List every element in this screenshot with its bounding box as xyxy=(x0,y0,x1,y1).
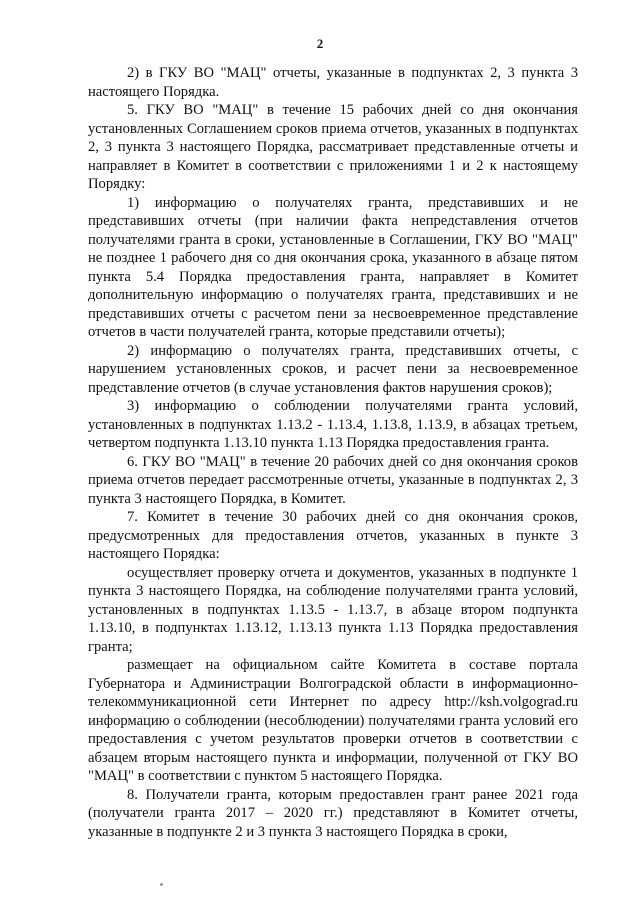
paragraph-clause-5: 5. ГКУ ВО "МАЦ" в течение 15 рабочих дней со дня окончания установленных Соглашением сроков приема отчетов, указанных в подпунктах 2, 3 пункта 3 настоящего Порядка, рассматривает представленные отчеты и направляет в Комитет в соответствии с приложениями 1 и 2 к настоящему Порядку: xyxy=(88,102,578,192)
paragraph-subitem-2: 2) информацию о получателях гранта, представивших отчеты, с нарушением установленных сроков, и расчет пени за несвоевременное представление отчетов (в случае установления фактов нарушения сроков); xyxy=(88,342,578,396)
scan-speck xyxy=(160,883,163,886)
document-body xyxy=(88,64,578,841)
paragraph-clause-7: 7. Комитет в течение 30 рабочих дней со дня окончания сроков, предусмотренных для предоставления отчетов, указанных в пункте 3 настоящего Порядка: xyxy=(88,509,578,562)
paragraph-clause-8: 8. Получатели гранта, которым предоставлен грант ранее 2021 года (получатели гранта 2017 – 2020 гг.) представляют в Комитет отчеты, указанные в подпункте 2 и 3 пункта 3 настоящего Порядка в сроки, xyxy=(88,786,578,840)
paragraph-clause-7-publish: размещает на официальном сайте Комитета в составе портала Губернатора и Администрации Волгоградской области в информационно-телекоммуникационной сети Интернет по адресу http://ksh.volgograd.ru информацию о соблюдении (несоблюдении) получателями гранта условий его предоставления с учетом результатов проверки отчетов в соответствии с абзацем вторым настоящего пункта и информации, полученной от ГКУ ВО "МАЦ" в соответствии с пунктом 5 настоящего Порядка. xyxy=(88,657,578,784)
paragraph-clause-6: 6. ГКУ ВО "МАЦ" в течение 20 рабочих дней со дня окончания сроков приема отчетов передает рассмотренные отчеты, указанные в подпунктах 2, 3 пункта 3 настоящего Порядка, в Комитет. xyxy=(88,453,578,507)
paragraph-clause-7-check: осуществляет проверку отчета и документов, указанных в подпункте 1 пункта 3 настоящего Порядка, на соблюдение получателями гранта условий, установленных в подпунктах 1.13.5 - 1.13.7, в абзаце втором подпункта 1.13.10, в подпунктах 1.13.12, 1.13.13 пункта 1.13 Порядка предоставления гранта; xyxy=(88,564,578,655)
paragraph-subitem-3: 3) информацию о соблюдении получателями гранта условий, установленных в подпунктах 1.13.2 - 1.13.4, 1.13.8, 1.13.9, в абзацах третьем, четвертом подпункта 1.13.10 пункта 1.13 Порядка предоставления гранта. xyxy=(88,398,578,451)
page-number: 2 xyxy=(316,36,324,51)
paragraph-item-2: 2) в ГКУ ВО "МАЦ" отчеты, указанные в подпунктах 2, 3 пункта 3 настоящего Порядка. xyxy=(88,65,578,100)
paragraph-subitem-1: 1) информацию о получателях гранта, представивших и не представивших отчеты (при наличии факта непредставления отчетов получателями гранта в сроки, установленные в Соглашении, ГКУ ВО "МАЦ" не позднее 1 рабочего дня со дня окончания срока, указанного в абзаце пятом пункта 5.4 Порядка предоставления гранта, направляет в Комитет дополнительную информацию о получателях гранта, представивших и не представивших отчеты с расчетом пени за несвоевременное представление отчетов в части получателей гранта, которые представили отчеты); xyxy=(88,194,578,340)
